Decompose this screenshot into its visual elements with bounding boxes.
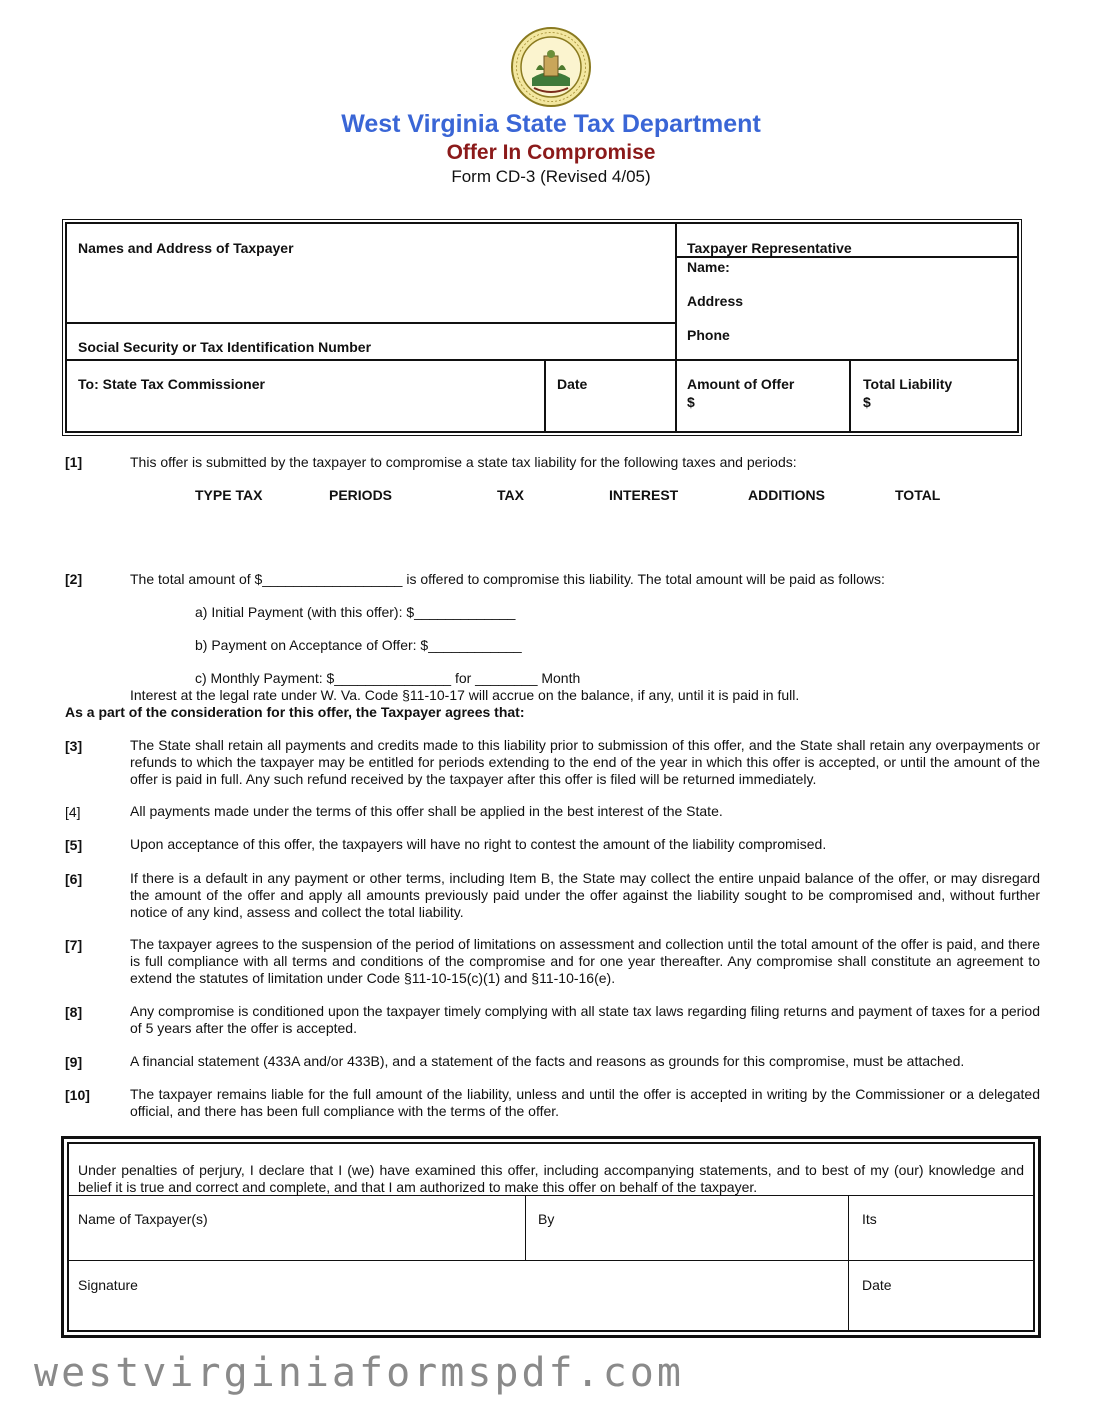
ssn-label: Social Security or Tax Identification Number [78, 339, 372, 355]
by-label: By [538, 1211, 555, 1227]
initial-payment-line: a) Initial Payment (with this offer): $_____________ [195, 604, 516, 620]
item-number: [10] [65, 1087, 90, 1103]
column-periods: PERIODS [329, 487, 393, 503]
rep-name-label: Name: [687, 259, 730, 275]
column-tax: TAX [497, 487, 524, 503]
item-8-text: Any compromise is conditioned upon the taxpayer timely complying with all state tax laws regarding filing returns and payment of taxes for a period of 5 years after the offer is accepted. [130, 1003, 1040, 1036]
signature-date-label: Date [862, 1277, 892, 1293]
divider [848, 1195, 849, 1330]
item-7-text: The taxpayer agrees to the suspension of the period of limitations on assessment and collection until the total amount of the offer is paid, and there is full compliance with all terms and conditions of the compromise and for one year thereafter. Any compromise shall constitute an agreement to extend the statutes of limitation under Code §11-10-15(c)(1) and §11-10-16(e). [130, 936, 1040, 986]
divider [544, 359, 546, 433]
item-10-text: The taxpayer remains liable for the full amount of the liability, unless and until the offer is accepted in writing by the Commissioner or a delegated official, and there has been full compliance with the terms of the offer. [130, 1086, 1040, 1119]
column-type-tax: TYPE TAX [195, 487, 263, 503]
item-2-text: The total amount of $__________________ is offered to compromise this liability. The total amount will be paid as follows: [130, 571, 885, 587]
date-label: Date [557, 376, 588, 392]
item-number: [7] [65, 937, 83, 953]
total-liability-label: Total Liability [863, 376, 953, 392]
to-commissioner-label: To: State Tax Commissioner [78, 376, 265, 392]
divider [849, 359, 851, 433]
rep-phone-label: Phone [687, 327, 730, 343]
signature-label: Signature [78, 1277, 138, 1293]
item-number: [3] [65, 738, 83, 754]
item-6-text: If there is a default in any payment or other terms, including Item B, the State may collect the entire unpaid balance of the offer, or may disregard the amount of the offer and apply all amounts previously paid under the offer against the liability sought to be compromised and, without further notice of any kind, assess and collect the total liability. [130, 870, 1040, 920]
item-number: [4] [65, 804, 81, 820]
item-4-text: All payments made under the terms of this offer shall be applied in the best interest of the State. [130, 803, 723, 819]
divider [675, 222, 677, 433]
divider [525, 1195, 526, 1260]
column-additions: ADDITIONS [748, 487, 825, 503]
total-liability-currency: $ [863, 394, 871, 410]
its-label: Its [862, 1211, 877, 1227]
column-interest: INTEREST [609, 487, 679, 503]
column-total: TOTAL [895, 487, 941, 503]
item-number: [8] [65, 1004, 83, 1020]
form-title: Offer In Compromise [446, 141, 656, 164]
item-number: [2] [65, 571, 83, 587]
item-5-text: Upon acceptance of this offer, the taxpayers will have no right to contest the amount of the liability compromised. [130, 836, 827, 852]
state-seal-logo [510, 26, 592, 108]
item-number: [5] [65, 837, 83, 853]
item-number: [6] [65, 871, 83, 887]
acceptance-payment-line: b) Payment on Acceptance of Offer: $____________ [195, 637, 522, 653]
divider [66, 322, 676, 324]
divider [69, 1260, 1033, 1261]
department-title: West Virginia State Tax Department [341, 110, 761, 138]
divider [677, 256, 1019, 258]
form-number: Form CD-3 (Revised 4/05) [451, 167, 651, 186]
rep-address-label: Address [687, 293, 744, 309]
names-address-label: Names and Address of Taxpayer [78, 240, 294, 256]
perjury-declaration: Under penalties of perjury, I declare that I (we) have examined this offer, including accompanying statements, and to best of my (our) knowledge and belief it is true and correct and complete, and that I am authorized to make this offer on behalf of the taxpayer. [78, 1162, 1024, 1195]
website-watermark: westvirginiaformspdf.com [34, 1350, 684, 1396]
item-number: [1] [65, 454, 83, 470]
amount-offer-label: Amount of Offer [687, 376, 795, 392]
amount-offer-currency: $ [687, 394, 695, 410]
agreement-heading: As a part of the consideration for this offer, the Taxpayer agrees that: [65, 704, 525, 720]
divider [66, 359, 1019, 361]
item-9-text: A financial statement (433A and/or 433B), and a statement of the facts and reasons as grounds for this compromise, must be attached. [130, 1053, 965, 1069]
item-number: [9] [65, 1054, 83, 1070]
taxpayer-name-label: Name of Taxpayer(s) [78, 1211, 208, 1227]
rep-title: Taxpayer Representative [687, 240, 852, 256]
monthly-payment-line: c) Monthly Payment: $_______________ for ________ Month [195, 670, 581, 686]
item-3-text: The State shall retain all payments and credits made to this liability prior to submission of this offer, and the State shall retain any overpayments or refunds to which the taxpayer may be entitled for periods extending to the end of the year in which this offer is accepted, or until the amount of the offer is paid in full. Any such refund received by the taxpayer after this offer is filed will be returned immediately. [130, 737, 1040, 787]
item-1-text: This offer is submitted by the taxpayer to compromise a state tax liability for the following taxes and periods: [130, 454, 797, 470]
interest-note: Interest at the legal rate under W. Va. Code §11-10-17 will accrue on the balance, if any, until it is paid in full. [130, 687, 800, 703]
